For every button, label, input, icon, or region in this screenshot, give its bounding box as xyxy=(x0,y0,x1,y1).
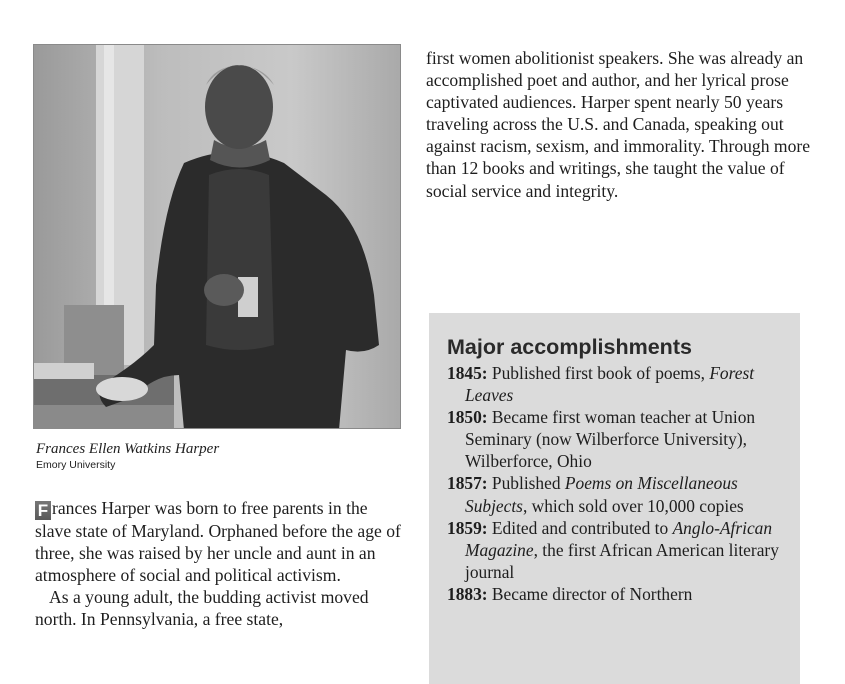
paragraph-2: As a young adult, the budding activist moved north. In Pennsylvania, a free state, xyxy=(35,587,369,630)
paragraph-1 xyxy=(35,497,405,586)
accomplishment-text: Became director of Northern xyxy=(487,583,693,604)
accomplishment-item xyxy=(447,472,788,516)
accomplishments-heading: Major accomplishments xyxy=(447,335,692,359)
accomplishment-text: Became first woman teacher at Union Seminary (now Wilberforce University), Wilberforce, Ohio xyxy=(465,407,756,472)
caption-name: Frances Ellen Watkins Harper xyxy=(36,441,220,457)
accomplishment-year: 1857: xyxy=(447,473,488,494)
drop-cap: F xyxy=(35,501,51,520)
accomplishment-item xyxy=(447,362,788,406)
accomplishment-text-post: , the first African American literary journal xyxy=(465,539,779,582)
caption-credit: Emory University xyxy=(36,459,116,471)
accomplishment-year: 1850: xyxy=(447,407,488,428)
accomplishment-title: Anglo-African Magazine xyxy=(465,517,773,560)
accomplishment-item xyxy=(447,583,788,605)
accomplishment-year: 1883: xyxy=(447,583,488,604)
accomplishment-title: Forest Leaves xyxy=(465,363,755,406)
accomplishments-box xyxy=(429,313,800,684)
left-column-text xyxy=(35,497,405,630)
accomplishment-text: Published first book of poems, xyxy=(487,363,710,383)
accomplishment-text: Edited and contributed to xyxy=(487,517,673,538)
paragraph-1-text: rances Harper was born to free parents in the slave state of Maryland. Orphaned before the age of three, she was raised by her uncle and aunt in an atmosphere of social and political activism. xyxy=(35,498,401,586)
right-column-text xyxy=(426,47,821,202)
accomplishment-year: 1845: xyxy=(447,363,488,383)
photo-caption xyxy=(36,440,396,472)
accomplishment-title: Poems on Miscellaneous Subjects xyxy=(465,473,738,516)
accomplishment-text-post: , which sold over 10,000 copies xyxy=(522,495,744,516)
accomplishment-item xyxy=(447,517,788,583)
portrait-photo xyxy=(33,44,401,429)
accomplishment-item xyxy=(447,406,788,472)
right-paragraph: first women abolitionist speakers. She was already an accomplished poet and author, and her lyrical prose captivated audiences. Harper spent nearly 50 years traveling across the U.S. and Canada, speaking out against racism, sexism, and immorality. Through more than 12 books and writings, she taught the value of social service and integrity. xyxy=(426,48,811,201)
accomplishment-text: Published xyxy=(487,473,565,494)
accomplishment-year: 1859: xyxy=(447,517,488,538)
